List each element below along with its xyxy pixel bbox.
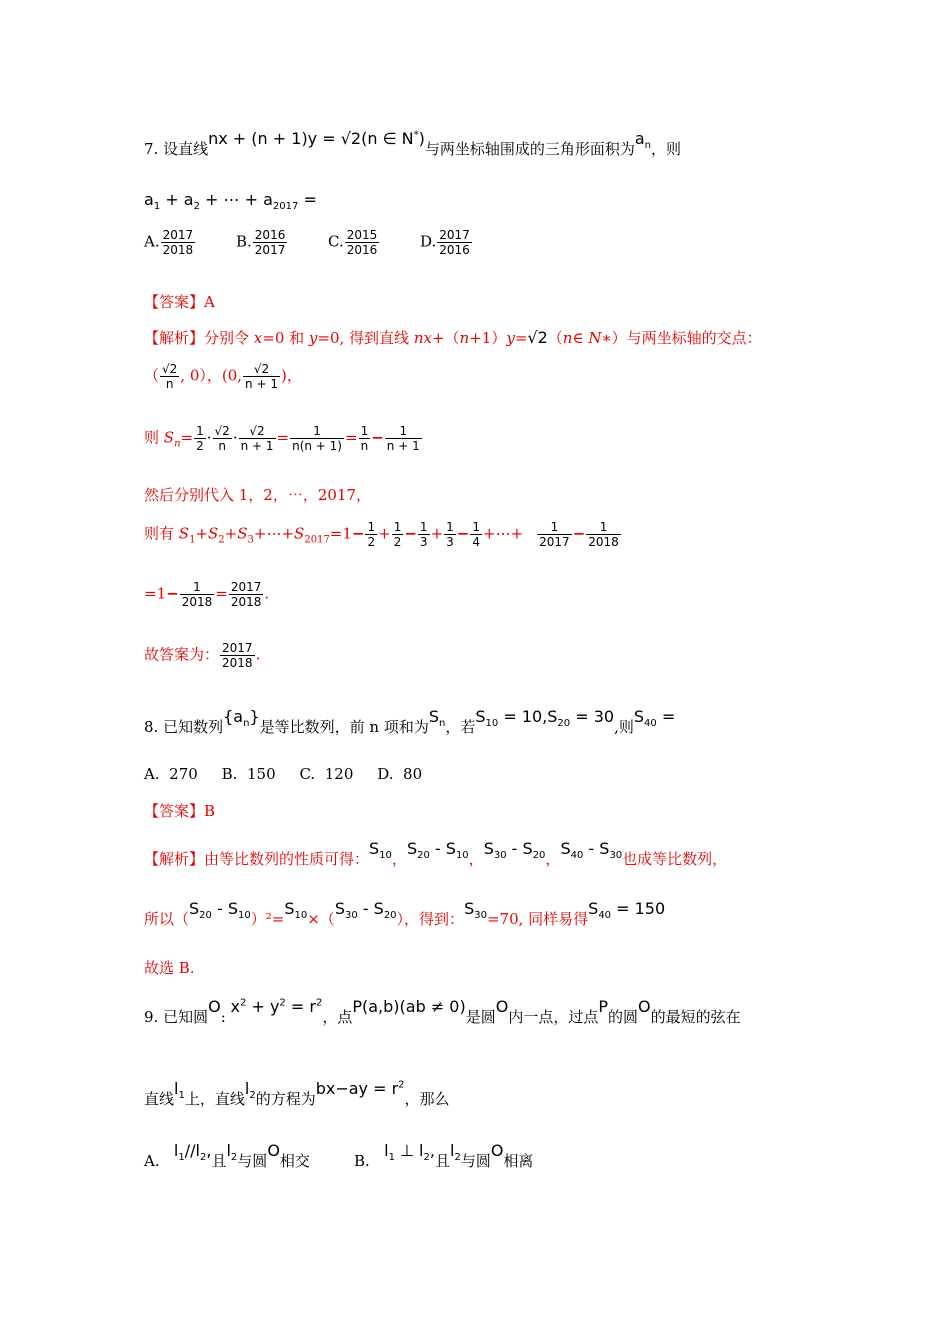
q8-derivation: 所以$(S_{20} - S_{10})^2=S_{10}\times(S_{30} - S_{20})$，得到：$S_{30}=70$, 同样易得$S_{40} = 150$ <box>144 899 666 928</box>
q8-stem: 8. 已知数列$\{a_n\}$是等比数列，前 n 项和为$S_n$，若$S_{10} = 10,S_{20} = 30$,则$S_{40}$ = <box>144 707 676 736</box>
q7-answer: 【答案】A <box>144 293 215 311</box>
q9-line-condition: 直线$l_1$上，直线$l_2$的方程为$bx-ay = r^2$，那么 <box>144 1079 450 1108</box>
q7-option-c[interactable]: C. $\frac{2015}{2016}$ <box>328 228 378 257</box>
q7-an: $a_n$ <box>634 129 651 152</box>
q7-analysis-line1: 【解析】分别令 x=0 和 y=0, 得到直线 nx+（n+1）y=√2（n∈ N∗）与两坐标轴的交点： <box>144 328 762 347</box>
q7-stem: 7. 设直线nx + (n + 1)y = √2(n ∈ N*)与两坐标轴围成的三角形面积为$a_n$，则 <box>144 129 682 158</box>
q7-substitute: 然后分别代入 1，2，⋯，2017， <box>144 486 372 504</box>
q8-answer: 【答案】B <box>144 802 216 820</box>
q9-circle-equation: $x^2 + y^2 = r^2$ <box>230 997 323 1016</box>
q9-option-b[interactable]: B. $l_1$ ⊥ $l_2$,且$l_2$与圆O相离 <box>354 1141 534 1170</box>
q7-option-b[interactable]: B. $\frac{2016}{2017}$ <box>236 228 286 257</box>
q7-sum-expression: $a_1 + a_2$ + ⋯ + $a_{2017}$ = <box>144 190 317 213</box>
q7-option-a[interactable]: A. $\frac{2017}{2018}$ <box>144 228 194 257</box>
q7-telescoping-sum: 则有 $S_1+S_2+S_3+\cdots+S_{2017}=1-$ $\frac{1}{2}$ + $\frac{1}{2}$ − $\frac{1}{3}$ + $\frac{1}{3}$ − $\frac{1}{4}$ +⋯+ $\frac{1}{2017}$ − $\frac{1}{2018}$ <box>144 520 619 549</box>
q8-options <box>144 765 422 783</box>
q8-choose: 故选 B. <box>144 959 195 977</box>
q7-result: =1− $\frac{1}{2018}$ = $\frac{2017}{2018}$ . <box>144 580 270 609</box>
q9-number: 9. <box>144 1008 159 1026</box>
q8-number: 8. <box>144 718 159 736</box>
q7-option-d[interactable]: D. $\frac{2017}{2016}$ <box>420 228 470 257</box>
q7-sn-formula: 则 $S_n=$ $\frac{1}{2}$ · $\frac{√2}{n}$ · $\frac{√2}{n + 1}$ = $\frac{1}{n(n + 1)}$ = $\frac{1}{n}$ − $\frac{1}{n + 1}$ <box>144 424 420 453</box>
q7-final-answer: 故答案为： $\frac{2017}{2018}$ . <box>144 641 261 670</box>
q7-intercepts: （ $\frac{√2}{n}$ , 0），(0, $\frac{√2}{n + 1}$ )， <box>144 362 302 391</box>
q8-condition: $S_{10} = 10,S_{20} = 30$ <box>475 707 615 730</box>
q7-options <box>144 228 512 257</box>
q7-number: 7. <box>144 140 159 158</box>
q8-option-b[interactable]: B. 150 <box>221 765 276 783</box>
q9-stem: 9. 已知圆O: $x^2 + y^2 = r^2$，点P(a,b)(ab ≠ 0)是圆O内一点，过点P的圆O的最短的弦在 <box>144 997 741 1026</box>
q9-option-a[interactable]: A. $l_1//l_2$,且$l_2$与圆O相交 <box>144 1141 310 1170</box>
q8-option-d[interactable]: D. 80 <box>377 765 423 783</box>
q7-line-equation: nx + (n + 1)y = √2(n ∈ N*) <box>208 129 425 148</box>
q8-analysis: 【解析】由等比数列的性质可得：$S_{10}$，$S_{20} - S_{10}$，$S_{30} - S_{20}$，$S_{40} - S_{30}$也成等比数列， <box>144 839 728 868</box>
q8-option-c[interactable]: C. 120 <box>299 765 354 783</box>
q8-option-a[interactable]: A. 270 <box>144 765 198 783</box>
q9-line-equation: $bx-ay = r^2$ <box>315 1079 405 1098</box>
